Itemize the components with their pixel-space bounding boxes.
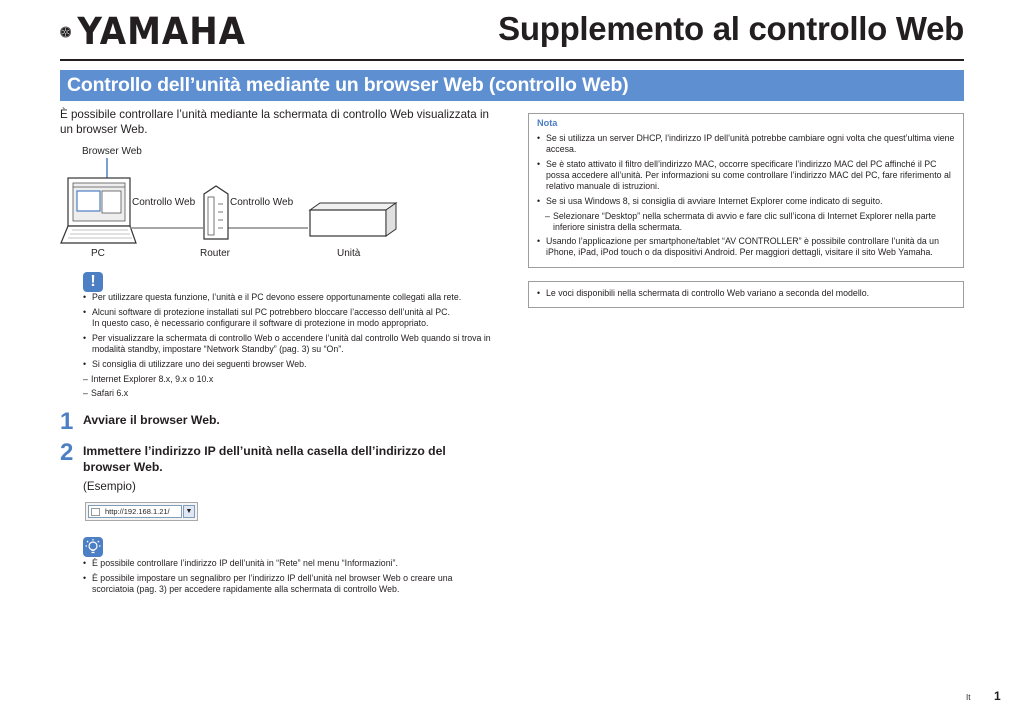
unit-label: Unità	[337, 248, 361, 259]
title-divider	[60, 59, 964, 61]
address-bar-example	[85, 502, 198, 521]
list-item: • Se si usa Windows 8, si consiglia di avviare Internet Explorer come indicato di seguito.	[537, 196, 955, 207]
chevron-down-icon: ▼	[183, 505, 195, 518]
step-number: 1	[60, 408, 74, 435]
list-item: In questo caso, è necessario configurare il software di protezione in modo appropriato.	[92, 318, 429, 328]
step-text: Avviare il browser Web.	[83, 413, 220, 427]
section-title: Controllo dell’unità mediante un browser Web (controllo Web)	[67, 74, 629, 96]
yamaha-logo	[60, 10, 246, 54]
step-text: Immettere l’indirizzo IP dell’unità nella casella dell’indirizzo del browser Web.	[83, 444, 446, 474]
list-item: • Le voci disponibili nella schermata di controllo Web variano a seconda del modello.	[537, 288, 955, 299]
list-item: • È possibile impostare un segnalibro per l’indirizzo IP dell’unità nel browser Web o creare una scorciatoia (pag. 3) per accedere rapidamente alla schermata di controllo Web.	[83, 573, 493, 595]
page-number: 1	[994, 689, 1001, 703]
web-control-label-right: Controllo Web	[230, 197, 294, 208]
list-item: • Alcuni software di protezione installati sul PC potrebbero bloccare l’accesso dell’unità al PC.	[83, 307, 499, 318]
list-item: • Si consiglia di utilizzare uno dei seguenti browser Web.	[83, 359, 499, 370]
address-field	[88, 505, 182, 518]
list-item: – Internet Explorer 8.x, 9.x o 10.x	[83, 374, 499, 385]
example-label: (Esempio)	[83, 480, 136, 493]
note-list	[537, 133, 955, 258]
web-control-label-left: Controllo Web	[132, 197, 196, 208]
address-url: http://192.168.1.21/	[105, 507, 170, 516]
list-item: – Selezionare “Desktop” nella schermata di avvio e fare clic sull’icona di Internet Explorer nella parte inferiore sinistra della schermata.	[545, 211, 955, 233]
brand-wordmark: YAMAHA	[77, 10, 246, 54]
browser-web-label: Browser Web	[82, 146, 142, 157]
list-item: • Per utilizzare questa funzione, l’unità e il PC devono essere opportunamente collegati alla rete.	[83, 292, 499, 303]
lightbulb-icon	[83, 537, 103, 557]
page-icon	[91, 508, 100, 516]
list-item: – Safari 6.x	[83, 388, 499, 399]
network-diagram	[58, 140, 488, 265]
note-box	[528, 113, 964, 268]
list-item: • Se si utilizza un server DHCP, l’indirizzo IP dell’unità potrebbe cambiare ogni volta che quest’ultima viene accesa.	[537, 133, 955, 155]
section-heading-bar	[60, 70, 964, 101]
tuning-forks-logo-icon	[60, 11, 71, 53]
tips-list	[83, 558, 493, 599]
page-title: Supplemento al controllo Web	[498, 10, 964, 47]
note-box-secondary	[528, 281, 964, 308]
list-item: • È possibile controllare l’indirizzo IP dell’unità in “Rete” nel menu “Informazioni”.	[83, 558, 493, 569]
av-unit-icon	[310, 203, 396, 236]
router-label: Router	[200, 248, 231, 259]
laptop-icon	[61, 178, 136, 243]
list-item: • Per visualizzare la schermata di controllo Web o accendere l’unità dal controllo Web quando si trova in modalità standby, impostare “Network Standby” (pag. 3) su “On”.	[83, 333, 499, 355]
step-number: 2	[60, 439, 74, 466]
pc-label: PC	[91, 248, 105, 259]
list-item: • Usando l’applicazione per smartphone/tablet “AV CONTROLLER” è possibile controllare l’unità da un iPhone, iPad, iPod touch o da dispositivi Android. Per maggiori dettagli, visitare il sito Web Yamaha.	[537, 236, 955, 258]
exclamation-icon: !	[83, 272, 103, 292]
language-code: It	[966, 693, 971, 702]
intro-paragraph: È possibile controllare l’unità mediante la schermata di controllo Web visualizzata in un browser Web.	[60, 108, 489, 136]
caution-list	[83, 292, 499, 402]
list-item: • Se è stato attivato il filtro dell’indirizzo MAC, occorre specificare l’indirizzo MAC del PC affinché il PC possa accedere all’unità. Per informazioni su come controllare l’indirizzo MAC del PC, fare riferimento al relativo manuale di istruzioni.	[537, 159, 955, 192]
note-title: Nota	[537, 118, 558, 128]
note-list-secondary	[537, 288, 955, 299]
router-icon	[204, 186, 228, 239]
